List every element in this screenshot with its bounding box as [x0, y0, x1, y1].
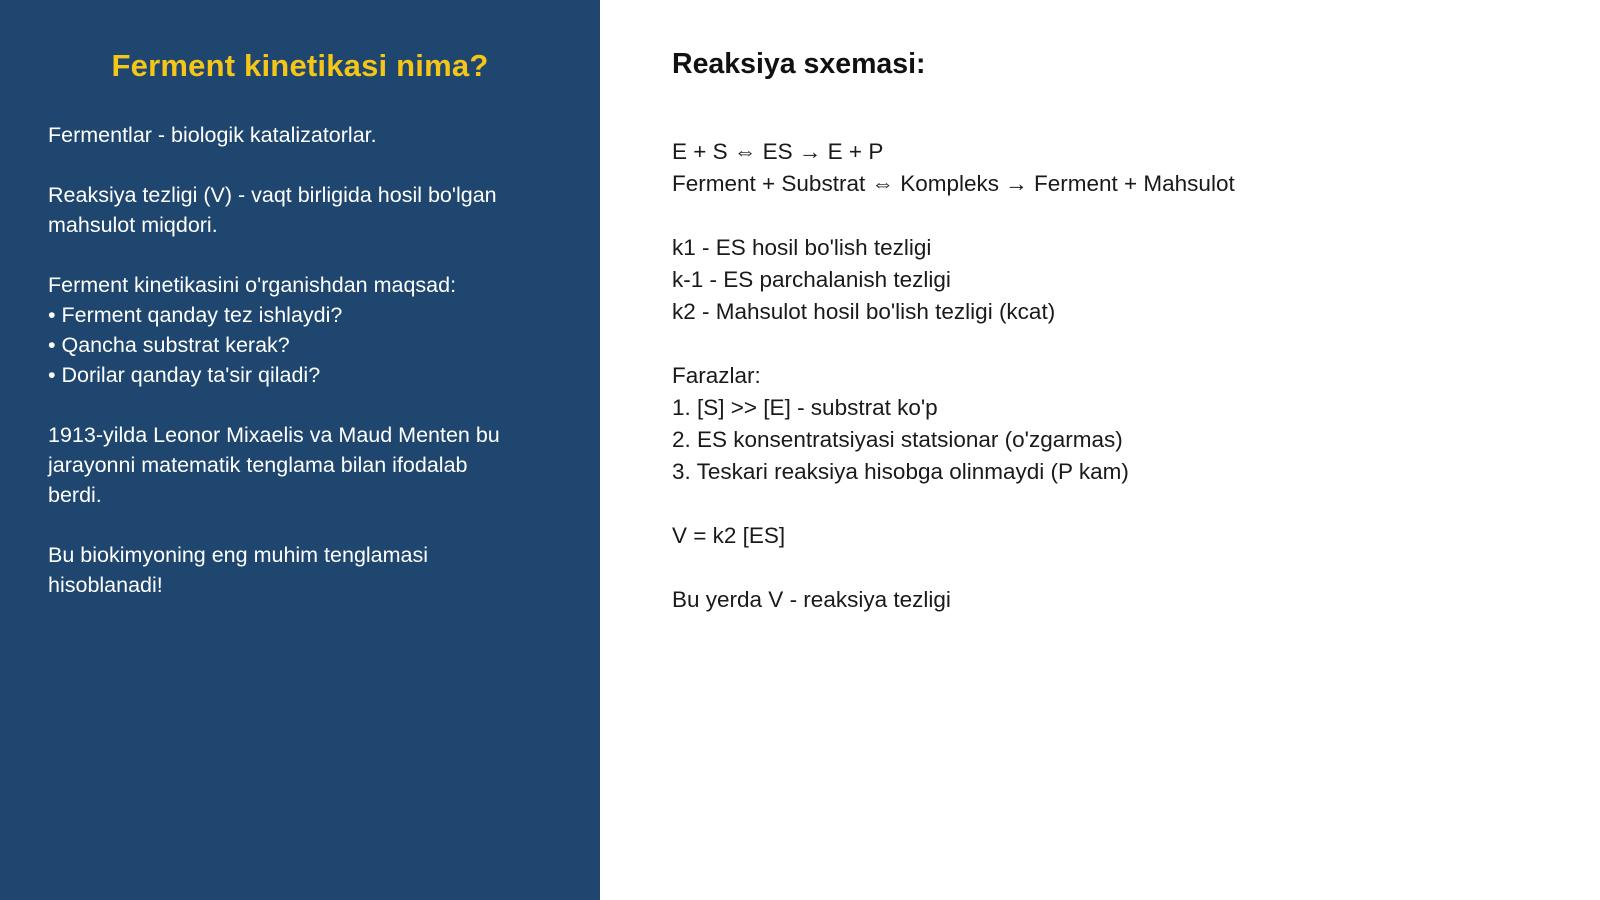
right-body [672, 136, 1600, 616]
text-line: k1 - ES hosil bo'lish tezligi [672, 235, 932, 260]
left-paragraph [48, 270, 552, 390]
bullet-item: • Ferment qanday tez ishlaydi? [48, 303, 343, 327]
left-panel [0, 0, 600, 900]
text-line: jarayonni matematik tenglama bilan ifodalab [48, 453, 468, 477]
reaction-equations [672, 136, 1600, 200]
left-paragraph [48, 540, 552, 600]
text-line: Bu yerda V - reaksiya tezligi [672, 587, 951, 612]
list-item: 2. ES konsentratsiyasi statsionar (o'zgarmas) [672, 427, 1123, 452]
left-body [48, 120, 552, 600]
text-line: Reaksiya tezligi (V) - vaqt birligida hosil bo'lgan [48, 183, 497, 207]
text-line: k2 - Mahsulot hosil bo'lish tezligi (kcat) [672, 299, 1056, 324]
right-title: Reaksiya sxemasi: [672, 48, 926, 80]
text-line: Bu biokimyoning eng muhim tenglamasi [48, 543, 429, 567]
text-line: mahsulot miqdori. [48, 213, 218, 237]
text-line: k-1 - ES parchalanish tezligi [672, 267, 951, 292]
list-item: 3. Teskari reaksiya hisobga olinmaydi (P kam) [672, 459, 1129, 484]
text-line: hisoblanadi! [48, 573, 163, 597]
left-title: Ferment kinetikasi nima? [111, 48, 489, 83]
equation-line: Ferment + Substrat ⇔ Kompleks → Ferment + Mahsulot [672, 171, 1235, 196]
text-line: Farazlar: [672, 363, 761, 388]
equation-line: E + S ⇔ ES → E + P [672, 139, 884, 164]
assumptions [672, 360, 1600, 488]
text-line: berdi. [48, 483, 102, 507]
right-panel [600, 0, 1600, 900]
rate-constants [672, 232, 1600, 328]
left-paragraph [48, 180, 552, 240]
velocity-formula [672, 520, 1600, 552]
formula-note [672, 584, 1600, 616]
bullet-item: • Dorilar qanday ta'sir qiladi? [48, 363, 321, 387]
left-paragraph [48, 420, 552, 510]
left-paragraph [48, 120, 552, 150]
equation-line: V = k2 [ES] [672, 523, 786, 548]
text-line: Fermentlar - biologik katalizatorlar. [48, 123, 377, 147]
bullet-item: • Qancha substrat kerak? [48, 333, 290, 357]
text-line: Ferment kinetikasini o'rganishdan maqsad: [48, 273, 457, 297]
list-item: 1. [S] >> [E] - substrat ko'p [672, 395, 938, 420]
text-line: 1913-yilda Leonor Mixaelis va Maud Menten bu [48, 423, 500, 447]
